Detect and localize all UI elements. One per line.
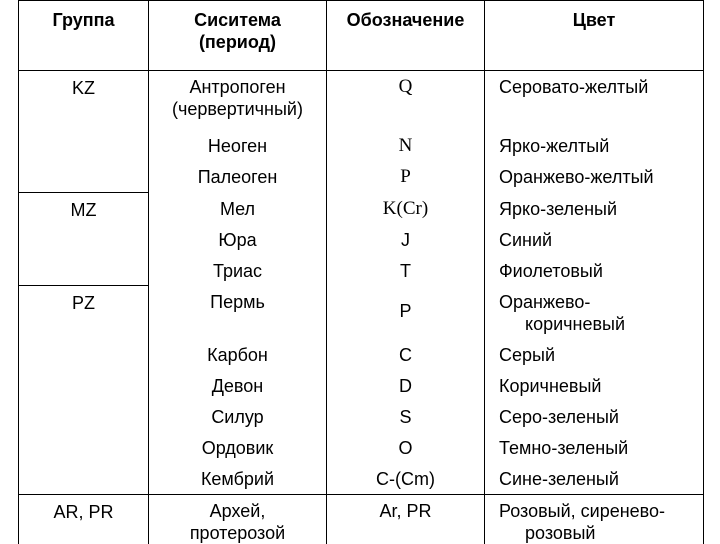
color-cell: Розовый, сиренево- розовый xyxy=(485,495,704,544)
system-cell: Юра xyxy=(149,224,327,255)
system-cell: Палеоген xyxy=(149,161,327,193)
symbol-cell: Ar, PR xyxy=(327,495,485,544)
color-cell: Коричневый xyxy=(485,370,704,401)
header-color: Цвет xyxy=(485,1,704,71)
symbol-cell: K(Cr) xyxy=(327,193,485,224)
symbol-cell: J xyxy=(327,224,485,255)
symbol-cell: O xyxy=(327,432,485,463)
symbol-cell: Q xyxy=(327,71,485,130)
system-cell: Триас xyxy=(149,255,327,286)
system-cell: Неоген xyxy=(149,130,327,161)
geologic-systems-table xyxy=(18,0,704,544)
system-cell: Карбон xyxy=(149,339,327,370)
color-cell: Серовато-желтый xyxy=(485,71,704,130)
color-cell: Серый xyxy=(485,339,704,370)
system-cell: Девон xyxy=(149,370,327,401)
table-row xyxy=(19,495,704,544)
symbol-cell: S xyxy=(327,401,485,432)
system-cell: Кембрий xyxy=(149,463,327,495)
system-cell: Антропоген (червертичный) xyxy=(149,71,327,130)
color-cell: Серо-зеленый xyxy=(485,401,704,432)
color-cell: Оранжево-желтый xyxy=(485,161,704,193)
color-cell: Оранжево- коричневый xyxy=(485,286,704,339)
system-cell: Силур xyxy=(149,401,327,432)
color-cell: Сине-зеленый xyxy=(485,463,704,495)
color-cell: Темно-зеленый xyxy=(485,432,704,463)
header-row xyxy=(19,1,704,71)
header-system: Сиситема (период) xyxy=(149,1,327,71)
system-cell: Пермь xyxy=(149,286,327,339)
system-cell: Ордовик xyxy=(149,432,327,463)
symbol-cell: T xyxy=(327,255,485,286)
symbol-cell: P xyxy=(327,161,485,193)
color-cell: Фиолетовый xyxy=(485,255,704,286)
symbol-cell: D xyxy=(327,370,485,401)
system-cell: Архей, протерозой xyxy=(149,495,327,544)
color-cell: Ярко-зеленый xyxy=(485,193,704,224)
group-cell: AR, PR xyxy=(19,495,149,544)
symbol-cell: C-(Cm) xyxy=(327,463,485,495)
symbol-cell: C xyxy=(327,339,485,370)
color-cell: Ярко-желтый xyxy=(485,130,704,161)
symbol-cell: N xyxy=(327,130,485,161)
color-cell: Синий xyxy=(485,224,704,255)
table-row xyxy=(19,286,704,339)
table-row xyxy=(19,193,704,224)
group-cell: MZ xyxy=(19,193,149,286)
table-row xyxy=(19,71,704,130)
system-cell: Мел xyxy=(149,193,327,224)
group-cell: KZ xyxy=(19,71,149,193)
symbol-cell: P xyxy=(327,286,485,339)
group-cell: PZ xyxy=(19,286,149,495)
header-symbol: Обозначение xyxy=(327,1,485,71)
header-group: Группа xyxy=(19,1,149,71)
